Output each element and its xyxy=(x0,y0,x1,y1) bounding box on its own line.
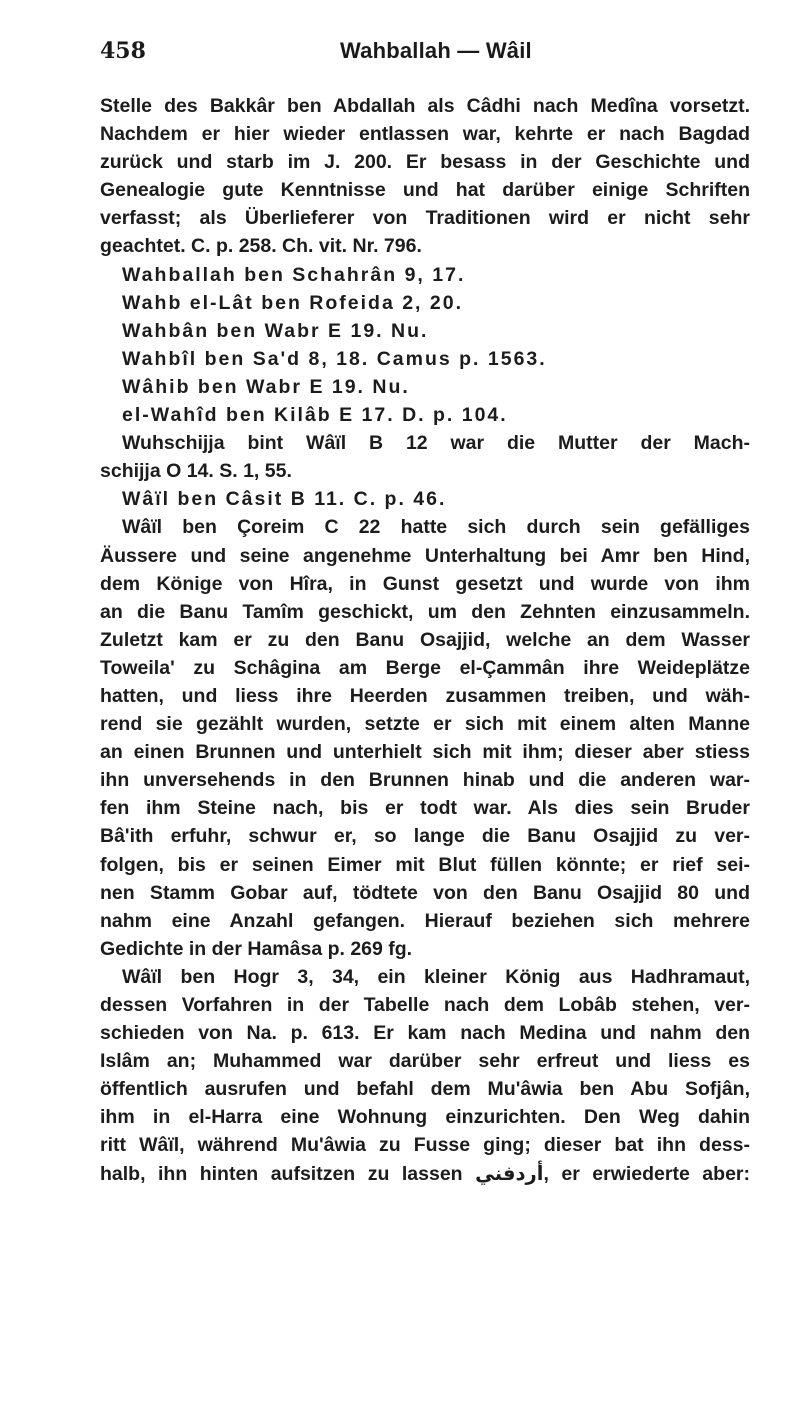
text-line: nen Stamm Gobar auf, tödtete von den Banu Osajjid 80 und xyxy=(100,881,750,904)
text-line: hatten, und liess ihre Heerden zusammen treiben, und wäh- xyxy=(100,684,750,707)
text-line: an einen Brunnen und unterhielt sich mit ihm; dieser aber stiess xyxy=(100,741,750,764)
text-line: Islâm an; Muhammed war darüber sehr erfreut und liess es xyxy=(100,1050,750,1073)
entry-line: Wâïl ben Çoreim C 22 hatte sich durch sein gefälliges xyxy=(122,516,750,539)
text-line: ihm in el-Harra eine Wohnung einzurichten. Den Weg dahin xyxy=(100,1106,750,1129)
text-line: halb, ihn hinten aufsitzen zu lassen أردفني, er erwiederte aber: xyxy=(100,1162,750,1185)
text-line: nahm eine Anzahl gefangen. Hierauf beziehen sich mehrere xyxy=(100,909,750,932)
page-header xyxy=(100,38,750,78)
text-line: geachtet. C. p. 258. Ch. vit. Nr. 796. xyxy=(100,235,422,258)
entry-line: Wahballah ben Schahrân 9, 17. xyxy=(122,263,466,286)
text-line: ihn unversehends in den Brunnen hinab und die anderen war- xyxy=(100,769,750,792)
entry-line: Wahbân ben Wabr E 19. Nu. xyxy=(122,319,429,342)
text-line: Zuletzt kam er zu den Banu Osajjid, welche an dem Wasser xyxy=(100,628,750,651)
text-line: Bâ'ith erfuhr, schwur er, so lange die Banu Osajjid zu ver- xyxy=(100,825,750,848)
text-line: Toweila' zu Schâgina am Berge el-Çammân ihre Weideplätze xyxy=(100,656,750,679)
text-line: Nachdem er hier wieder entlassen war, kehrte er nach Bagdad xyxy=(100,123,750,146)
entry-line: Wâïl ben Hogr 3, 34, ein kleiner König aus Hadhramaut, xyxy=(122,965,750,988)
entry-line: Wahbîl ben Sa'd 8, 18. Camus p. 1563. xyxy=(122,347,547,370)
text-line: folgen, bis er seinen Eimer mit Blut füllen könnte; er rief sei- xyxy=(100,853,750,876)
text-line: schijja O 14. S. 1, 55. xyxy=(100,460,292,483)
entry-line: Wâhib ben Wabr E 19. Nu. xyxy=(122,375,410,398)
text-line: schieden von Na. p. 613. Er kam nach Medina und nahm den xyxy=(100,1022,750,1045)
text-line: Gedichte in der Hamâsa p. 269 fg. xyxy=(100,937,413,960)
text-line: Stelle des Bakkâr ben Abdallah als Câdhi nach Medîna vorsetzt. xyxy=(100,95,750,117)
text-line: dem Könige von Hîra, in Gunst gesetzt und wurde von ihm xyxy=(100,572,750,595)
entry-line: Wahb el-Lât ben Rofeida 2, 20. xyxy=(122,291,463,314)
text-line: öffentlich ausrufen und befahl dem Mu'âwia ben Abu Sofjân, xyxy=(100,1078,750,1101)
text-line: fen ihm Steine nach, bis er todt war. Als dies sein Bruder xyxy=(100,797,750,820)
text-line: ritt Wâïl, während Mu'âwia zu Fusse ging; dieser bat ihn dess- xyxy=(100,1134,750,1157)
text-line: rend sie gezählt wurden, setzte er sich mit einem alten Manne xyxy=(100,713,750,736)
entry-line: el-Wahîd ben Kilâb E 17. D. p. 104. xyxy=(122,404,508,427)
running-head: Wahballah — Wâil xyxy=(340,38,532,63)
text-line: verfasst; als Überlieferer von Traditionen wird er nicht sehr xyxy=(100,207,750,230)
text-line: an die Banu Tamîm geschickt, um den Zehnten einzusammeln. xyxy=(100,600,750,623)
entry-line: Wuhschijja bint Wâïl B 12 war die Mutter der Mach- xyxy=(122,432,750,455)
text-line: dessen Vorfahren in der Tabelle nach dem Lobâb stehen, ver- xyxy=(100,994,750,1016)
page-number: 458 xyxy=(100,38,146,64)
text-line: Genealogie gute Kenntnisse und hat darüber einige Schriften xyxy=(100,179,750,202)
text-line: Äussere und seine angenehme Unterhaltung bei Amr ben Hind, xyxy=(100,544,750,567)
body-text xyxy=(100,92,750,1188)
entry-line: Wâïl ben Câsit B 11. C. p. 46. xyxy=(122,488,447,511)
text-line: zurück und starb im J. 200. Er besass in der Geschichte und xyxy=(100,151,750,174)
